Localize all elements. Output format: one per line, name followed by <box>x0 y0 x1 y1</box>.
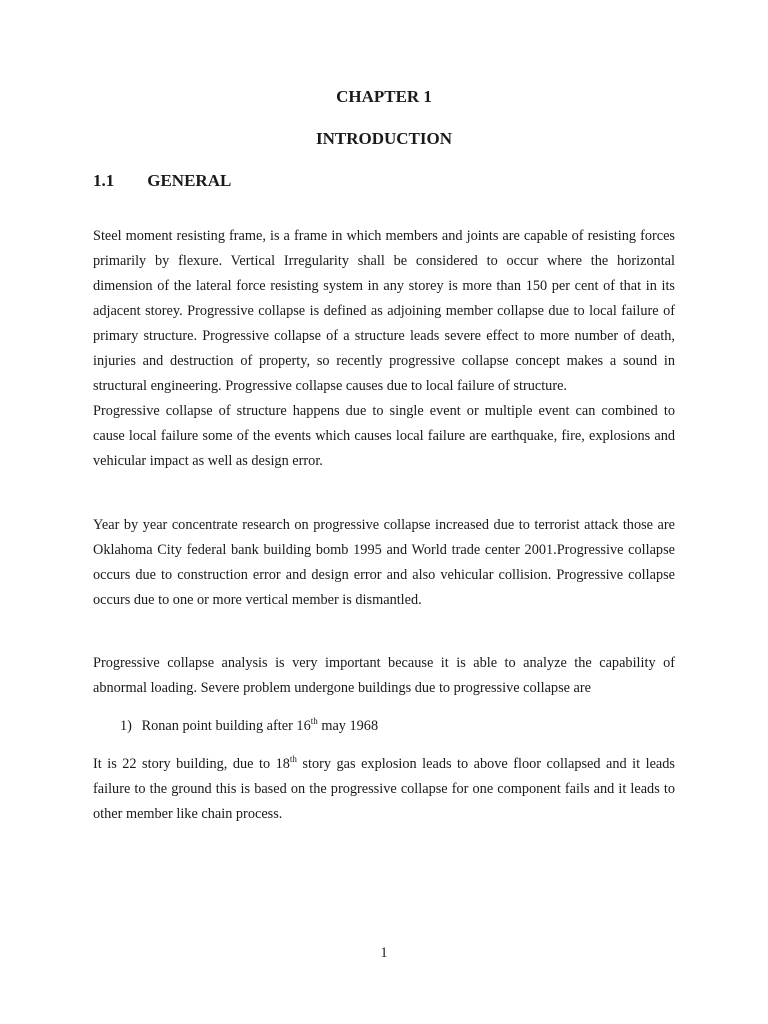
paragraph-text: Year by year concentrate research on progressive collapse increased due to terrorist attack those are Oklahoma City federal bank building bomb 1995 and World trade center 2001.Progressive collapse occurs due to construction error and design error and also vehicular collision. Progressive collapse occurs due to one or more vertical member is dismantled. <box>93 517 675 608</box>
paragraph-text-part: story gas explosion leads to above floor collapsed and it leads failure to the ground this is based on the progressive collapse for one component fails and it leads to other member like chain process. <box>93 756 675 822</box>
paragraph-text: Progressive collapse analysis is very important because it is able to analyze the capability of abnormal loading. Severe problem undergone buildings due to progressive collapse are <box>93 655 675 696</box>
paragraph <box>93 752 675 827</box>
superscript: th <box>289 754 297 765</box>
section-title: GENERAL <box>147 171 232 190</box>
section-number: 1.1 <box>93 171 115 190</box>
chapter-label: CHAPTER 1 <box>336 87 432 106</box>
superscript: th <box>310 716 318 727</box>
page-number: 1 <box>380 945 388 961</box>
paragraph <box>93 224 675 474</box>
paragraph-text-part: It is 22 story building, due to 18 <box>93 756 290 772</box>
paragraph-text: Steel moment resisting frame, is a frame in which members and joints are capable of resisting forces primarily by flexure. Vertical Irregularity shall be considered to occur where the horizontal dimension of the lateral force resisting system in any storey is more than 150 per cent of that in its adjacent storey. Progressive collapse is defined as adjoining member collapse due to local failure of primary structure. Progressive collapse of a structure leads severe effect to more number of death, injuries and destruction of property, so recently progressive collapse concept makes a sound in structural engineering. Progressive collapse causes due to local failure of structure. <box>93 228 675 394</box>
list-item-text-part: may 1968 <box>317 718 379 734</box>
chapter-title: INTRODUCTION <box>315 129 453 148</box>
paragraph <box>93 513 675 613</box>
paragraph <box>93 651 675 701</box>
list-marker: 1) <box>120 718 132 734</box>
list-item-text <box>142 718 379 734</box>
list-item-text-part: Ronan point building after 16 <box>141 718 311 734</box>
paragraph-text <box>93 752 675 827</box>
section-heading <box>93 171 231 191</box>
paragraph-text: Progressive collapse of structure happens due to single event or multiple event can combined to cause local failure some of the events which causes local failure are earthquake, fire, explosions and vehicular impact as well as design error. <box>93 403 675 469</box>
list-item <box>120 714 378 739</box>
